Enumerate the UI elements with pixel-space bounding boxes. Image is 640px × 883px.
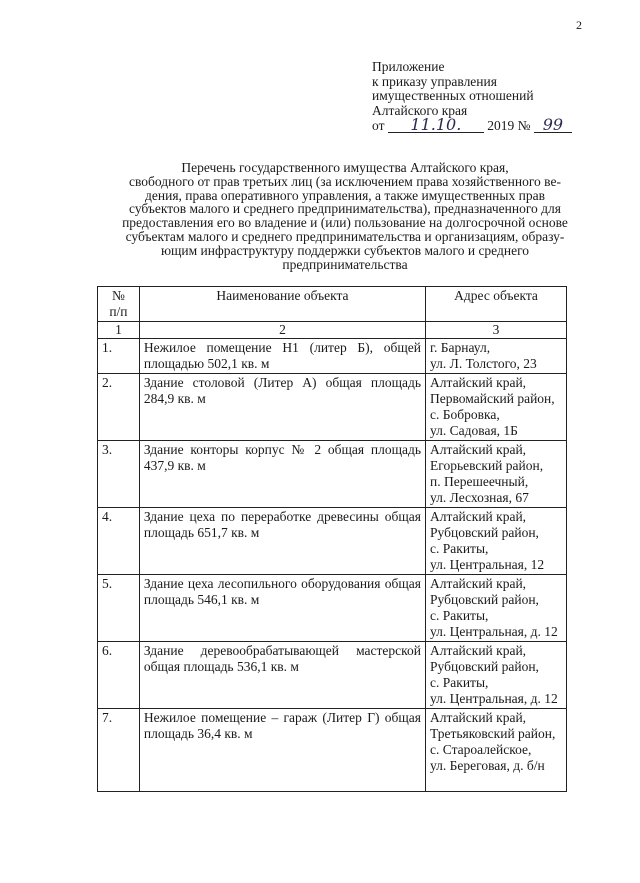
object-address [426,339,567,374]
address-line: с. Староалейское, [430,742,532,757]
object-address [426,642,567,709]
column-numbering-row [98,322,567,339]
heading-line: свободного от прав третьих лиц (за исключением права хозяйственного ве- [129,173,561,189]
row-number: 6. [98,642,140,709]
row-number: 7. [98,709,140,792]
column-number: 1 [98,322,140,339]
address-line: п. Перешеечный, [430,474,529,489]
object-name: Здание цеха лесопильного оборудования общая площадь 546,1 кв. м [139,575,425,642]
table-row [98,575,567,642]
object-address [426,508,567,575]
table-row [98,441,567,508]
object-address [426,575,567,642]
address-line: с. Ракиты, [430,541,489,556]
object-address [426,709,567,792]
address-line: ул. Береговая, д. б/н [430,758,545,773]
row-number: 1. [98,339,140,374]
appendix-line-department: имущественных отношений [372,88,534,103]
heading-line: дения, права оперативного управления, а также имущественных прав [145,187,545,203]
table-row [98,374,567,441]
heading-line: субъектам малого и среднего предпринимательства и организациям, образу- [125,228,565,244]
page-number: 2 [576,18,582,32]
address-line: Первомайский район, [430,391,555,406]
appendix-block [372,60,602,134]
heading-line: Перечень государственного имущества Алтайского края, [181,160,509,175]
address-line: Алтайский край, [430,375,527,390]
object-address [426,441,567,508]
table-row [98,642,567,709]
handwritten-date: 11.10. [388,118,484,133]
appendix-line-region: Алтайского края [372,102,468,118]
handwritten-number: 99 [534,118,572,133]
address-line: Рубцовский район, [430,525,539,540]
table-header-row [98,287,567,322]
address-line: ул. Центральная, д. 12 [430,624,558,639]
address-line: ул. Центральная, д. 12 [430,691,558,706]
address-line: ул. Центральная, 12 [430,557,545,572]
address-line: Рубцовский район, [430,592,539,607]
address-line: г. Барнаул, [430,340,491,355]
column-number: 3 [426,322,567,339]
heading-line: ющим инфраструктуру поддержки субъектов малого и среднего [160,242,530,258]
table-row [98,339,567,374]
address-line: Егорьевский район, [430,458,544,473]
object-name: Нежилое помещение Н1 (литер Б), общей площадью 502,1 кв. м [139,339,425,374]
row-number: 4. [98,508,140,575]
row-number: 2. [98,374,140,441]
address-line: ул. Садовая, 1Б [430,423,518,438]
address-line: Третьяковский район, [430,726,556,741]
address-line: Рубцовский район, [430,659,539,674]
table-row [98,709,567,792]
appendix-line-order: к приказу управления [372,73,497,89]
address-line: Алтайский край, [430,509,527,524]
date-prefix: от [372,118,385,133]
address-line: Алтайский край, [430,643,527,658]
object-name: Здание столовой (Литер А) общая площадь 284,9 кв. м [139,374,425,441]
address-line: с. Ракиты, [430,608,489,623]
heading-line: предпринимательства [282,256,408,272]
address-line: ул. Л. Толстого, 23 [430,356,537,371]
heading-line: предоставления его во владение и (или) пользование на долгосрочной основе [122,215,568,231]
header-name: Наименование объекта [139,287,425,322]
object-name: Здание цеха по переработке древесины общая площадь 651,7 кв. м [139,508,425,575]
column-number: 2 [139,322,425,339]
year-label: 2019 № [487,118,531,133]
appendix-date-line [372,115,602,134]
heading-line: субъектов малого и среднего предпринимательства), предназначенного для [129,201,561,217]
document-heading [96,161,594,271]
table-row [98,508,567,575]
address-line: Алтайский край, [430,576,527,591]
object-address [426,374,567,441]
object-name: Нежилое помещение – гараж (Литер Г) общая площадь 36,4 кв. м [139,709,425,792]
row-number: 5. [98,575,140,642]
address-line: Алтайский край, [430,710,527,725]
appendix-title: Приложение [372,59,445,74]
header-number: № п/п [98,287,140,322]
object-name: Здание конторы корпус № 2 общая площадь 437,9 кв. м [139,441,425,508]
row-number: 3. [98,441,140,508]
header-address: Адрес объекта [426,287,567,322]
address-line: ул. Лесхозная, 67 [430,490,529,505]
address-line: Алтайский край, [430,442,527,457]
object-name: Здание деревообрабатывающей мастерской общая площадь 536,1 кв. м [139,642,425,709]
address-line: с. Бобровка, [430,407,500,422]
property-table [97,286,567,792]
address-line: с. Ракиты, [430,675,489,690]
